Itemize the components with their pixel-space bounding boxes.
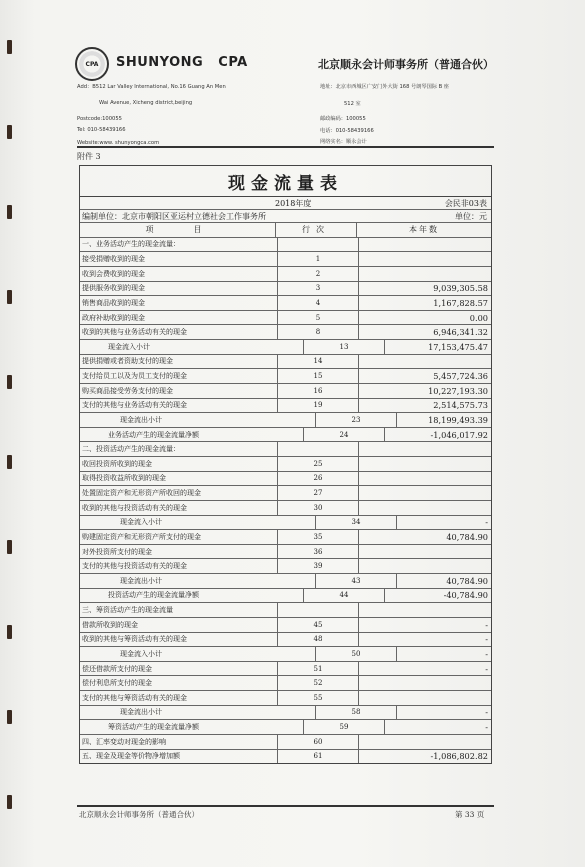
row-item: 偿还借款所支付的现金 xyxy=(80,662,278,676)
row-amount: 2,514,575.73 xyxy=(433,400,488,411)
row-amount: 9,039,305.58 xyxy=(433,283,488,294)
row-line-number: 60 xyxy=(278,735,359,749)
row-line-number: 23 xyxy=(316,413,397,427)
cash-flow-table xyxy=(79,165,492,764)
row-item: 现金流出小计 xyxy=(80,706,316,720)
row-item: 处置固定资产和无形资产所收回的现金 xyxy=(80,486,278,500)
table-row xyxy=(80,427,491,442)
row-item: 支付的其他与业务活动有关的现金 xyxy=(80,399,278,413)
table-row xyxy=(80,749,491,764)
binding-hole xyxy=(7,125,12,139)
table-body xyxy=(80,237,491,764)
row-amount: - xyxy=(485,663,488,674)
row-amount: 40,784.90 xyxy=(446,575,488,586)
row-item: 支付的其他与筹资活动有关的现金 xyxy=(80,691,278,705)
firm-name-cn: 北京顺永会计师事务所（普通合伙） xyxy=(318,58,494,71)
row-item: 现金流出小计 xyxy=(80,413,316,427)
report-year: 2018年度 xyxy=(275,199,312,208)
telephone: Tel: 010-58439166 xyxy=(77,127,126,133)
row-line-number: 19 xyxy=(278,399,359,413)
row-line-number: 3 xyxy=(278,282,359,296)
table-row xyxy=(80,281,491,296)
row-line-number: 16 xyxy=(278,384,359,398)
row-item: 五、现金及现金等价物净增加额 xyxy=(80,750,278,764)
binding-hole xyxy=(7,205,12,219)
row-line-number: 45 xyxy=(278,618,359,632)
row-amount xyxy=(359,442,491,456)
row-amount: 10,227,193.30 xyxy=(428,385,488,396)
row-amount xyxy=(359,676,491,690)
row-amount: -1,086,802.82 xyxy=(430,751,488,762)
row-line-number: 4 xyxy=(278,296,359,310)
row-item: 投资活动产生的现金流量净额 xyxy=(80,589,304,603)
table-row xyxy=(80,354,491,369)
brand-name: SHUNYONG CPA xyxy=(116,55,248,70)
preparing-unit: 编制单位：北京市朝阳区亚运村立德社会工作事务所 xyxy=(82,212,266,221)
row-item: 接受捐赠收到的现金 xyxy=(80,252,278,266)
row-amount: 0.00 xyxy=(469,312,488,323)
row-line-number: 2 xyxy=(278,267,359,281)
row-line-number: 59 xyxy=(304,720,385,734)
row-item: 筹资活动产生的现金流量净额 xyxy=(80,720,304,734)
attachment-label: 附件 3 xyxy=(77,152,101,161)
row-item: 提供服务收到的现金 xyxy=(80,282,278,296)
website: Website:www. shunyongca.com xyxy=(77,140,160,146)
binding-hole xyxy=(7,290,12,304)
row-item: 购建固定资产和无形资产所支付的现金 xyxy=(80,530,278,544)
table-row xyxy=(80,690,491,705)
row-item: 四、汇率变动对现金的影响 xyxy=(80,735,278,749)
table-row xyxy=(80,588,491,603)
binding-hole xyxy=(7,375,12,389)
row-amount: -40,784.90 xyxy=(443,590,488,601)
row-line-number: 14 xyxy=(278,355,359,369)
row-amount: - xyxy=(485,634,488,645)
table-row xyxy=(80,412,491,427)
row-line-number xyxy=(278,442,359,456)
column-header-item: 项 目 xyxy=(80,223,276,237)
row-amount: 6,946,341.32 xyxy=(433,327,488,338)
form-number: 会民非03表 xyxy=(444,199,487,208)
column-header-line: 行次 xyxy=(276,223,357,237)
table-row xyxy=(80,485,491,500)
row-item: 现金流入小计 xyxy=(80,647,316,661)
row-amount xyxy=(359,603,491,617)
row-line-number: 58 xyxy=(316,706,397,720)
row-item: 偿付利息所支付的现金 xyxy=(80,676,278,690)
row-item: 取得投资收益所收到的现金 xyxy=(80,472,278,486)
row-amount: 1,167,828.57 xyxy=(433,297,488,308)
table-row xyxy=(80,529,491,544)
row-item: 收到的其他与筹资活动有关的现金 xyxy=(80,633,278,647)
row-item: 收到会费收到的现金 xyxy=(80,267,278,281)
table-row xyxy=(80,251,491,266)
row-item: 现金流入小计 xyxy=(80,516,316,530)
table-row xyxy=(80,719,491,734)
table-row xyxy=(80,515,491,530)
row-line-number: 15 xyxy=(278,369,359,383)
table-row xyxy=(80,310,491,325)
table-row xyxy=(80,646,491,661)
table-row xyxy=(80,573,491,588)
table-row xyxy=(80,471,491,486)
row-line-number: 25 xyxy=(278,457,359,471)
table-row xyxy=(80,632,491,647)
row-item: 二、投资活动产生的现金流量： xyxy=(80,442,278,456)
row-amount xyxy=(359,238,491,252)
row-line-number: 43 xyxy=(316,574,397,588)
row-amount: - xyxy=(485,648,488,659)
row-item: 支付给员工以及为员工支付的现金 xyxy=(80,369,278,383)
binding-holes xyxy=(0,0,20,867)
column-header-amount: 本年数 xyxy=(409,225,439,235)
table-row xyxy=(80,661,491,676)
row-item: 业务活动产生的现金流量净额 xyxy=(80,428,304,442)
table-row xyxy=(80,383,491,398)
address-line-1: 地址：北京市西城区广安门外大街 168 号朗琴国际 B 座 xyxy=(320,84,449,90)
row-line-number: 13 xyxy=(304,340,385,354)
row-amount xyxy=(359,691,491,705)
row-line-number: 61 xyxy=(278,750,359,764)
row-amount: -1,046,017.92 xyxy=(430,429,488,440)
row-item: 一、业务活动产生的现金流量： xyxy=(80,238,278,252)
binding-hole xyxy=(7,540,12,554)
table-row xyxy=(80,237,491,252)
row-amount: 17,153,475.47 xyxy=(428,341,488,352)
row-item: 销售商品收到的现金 xyxy=(80,296,278,310)
row-line-number: 52 xyxy=(278,676,359,690)
firm-logo: CPA xyxy=(75,47,109,81)
row-amount xyxy=(359,472,491,486)
row-line-number: 36 xyxy=(278,545,359,559)
table-row xyxy=(80,266,491,281)
page-number: 第 33 页 xyxy=(455,810,485,819)
row-amount xyxy=(359,355,491,369)
website: 网络实名：顺永会计 xyxy=(320,139,367,145)
table-row xyxy=(80,339,491,354)
table-row xyxy=(80,441,491,456)
footer-firm-name: 北京顺永会计师事务所（普通合伙） xyxy=(79,810,199,819)
row-item: 三、筹资活动产生的现金流量 xyxy=(80,603,278,617)
row-item: 对外投资所支付的现金 xyxy=(80,545,278,559)
table-row xyxy=(80,675,491,690)
table-row xyxy=(80,602,491,617)
row-line-number: 34 xyxy=(316,516,397,530)
row-amount xyxy=(359,457,491,471)
row-amount: 5,457,724.36 xyxy=(433,371,488,382)
binding-hole xyxy=(7,795,12,809)
table-row xyxy=(80,295,491,310)
row-item: 收到的其他与投资活动有关的现金 xyxy=(80,501,278,515)
table-row xyxy=(80,544,491,559)
header-divider xyxy=(77,146,494,148)
address-line-2: Wai Avenue, Xicheng district,beijing xyxy=(99,100,193,106)
row-item: 现金流出小计 xyxy=(80,574,316,588)
table-row xyxy=(80,500,491,515)
row-line-number: 8 xyxy=(278,325,359,339)
row-line-number: 30 xyxy=(278,501,359,515)
row-item: 支付的其他与投资活动有关的现金 xyxy=(80,559,278,573)
row-amount xyxy=(359,545,491,559)
row-line-number: 39 xyxy=(278,559,359,573)
row-item: 现金流入小计 xyxy=(80,340,304,354)
table-meta-row xyxy=(80,197,491,209)
row-line-number: 35 xyxy=(278,530,359,544)
binding-hole xyxy=(7,710,12,724)
table-row xyxy=(80,456,491,471)
table-row xyxy=(80,368,491,383)
address-line-1: Add：B512 Lar Valley International, No.16 Guang An Men xyxy=(77,84,226,90)
row-amount: - xyxy=(485,722,488,733)
postcode: Postcode:100055 xyxy=(77,116,122,122)
telephone: 电话：010-58439166 xyxy=(320,128,374,134)
row-item: 政府补助收到的现金 xyxy=(80,311,278,325)
row-item: 收回投资所收到的现金 xyxy=(80,457,278,471)
row-line-number: 27 xyxy=(278,486,359,500)
table-row xyxy=(80,617,491,632)
row-line-number: 44 xyxy=(304,589,385,603)
footer-divider xyxy=(77,805,494,807)
row-item: 购买商品接受劳务支付的现金 xyxy=(80,384,278,398)
row-line-number: 48 xyxy=(278,633,359,647)
table-header-row xyxy=(80,222,491,237)
table-title: 现金流量表 xyxy=(80,166,491,197)
row-amount: - xyxy=(485,517,488,528)
row-line-number xyxy=(278,238,359,252)
table-unit-row xyxy=(80,209,491,222)
row-amount xyxy=(359,559,491,573)
row-line-number: 50 xyxy=(316,647,397,661)
binding-hole xyxy=(7,455,12,469)
table-row xyxy=(80,558,491,573)
table-row xyxy=(80,734,491,749)
row-line-number xyxy=(278,603,359,617)
table-row xyxy=(80,705,491,720)
row-amount: 40,784.90 xyxy=(446,531,488,542)
row-line-number: 24 xyxy=(304,428,385,442)
row-amount xyxy=(359,501,491,515)
postcode: 邮政编码：100055 xyxy=(320,116,366,122)
row-amount: 18,199,493.39 xyxy=(428,414,488,425)
row-item: 收到的其他与业务活动有关的现金 xyxy=(80,325,278,339)
row-line-number: 1 xyxy=(278,252,359,266)
address-line-2: 512 室 xyxy=(344,101,361,107)
row-line-number: 51 xyxy=(278,662,359,676)
binding-hole xyxy=(7,625,12,639)
row-amount xyxy=(359,267,491,281)
row-item: 借款所收到的现金 xyxy=(80,618,278,632)
row-amount xyxy=(359,486,491,500)
row-line-number: 26 xyxy=(278,472,359,486)
row-amount xyxy=(359,252,491,266)
row-item: 提供捐赠或者资助支付的现金 xyxy=(80,355,278,369)
row-amount xyxy=(359,735,491,749)
currency-unit: 单位：元 xyxy=(455,212,487,221)
row-line-number: 55 xyxy=(278,691,359,705)
table-row xyxy=(80,398,491,413)
binding-hole xyxy=(7,40,12,54)
row-amount: - xyxy=(485,707,488,718)
row-amount: - xyxy=(485,619,488,630)
row-line-number: 5 xyxy=(278,311,359,325)
table-row xyxy=(80,324,491,339)
